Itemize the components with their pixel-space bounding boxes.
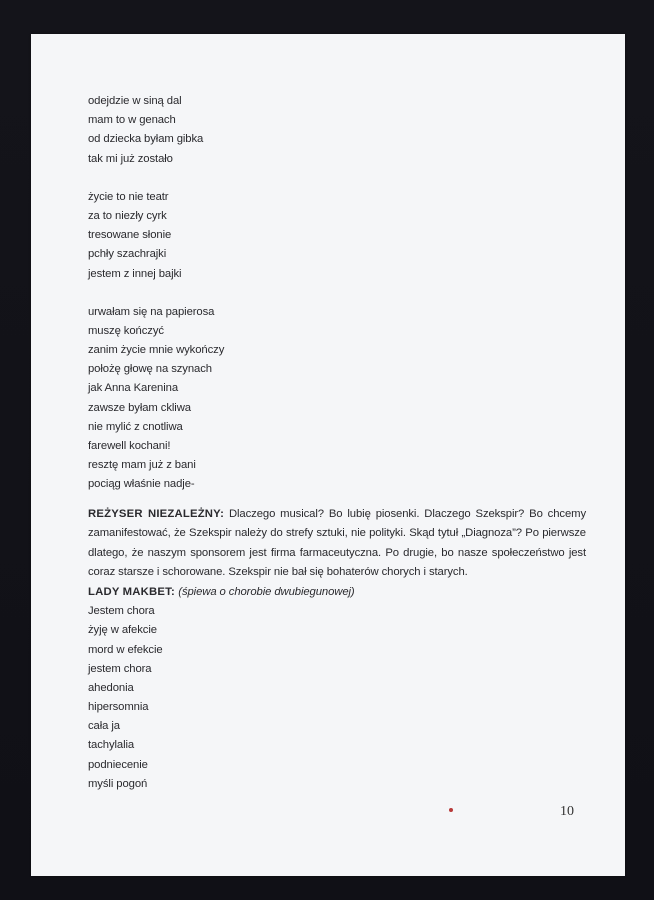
verse-line: tachylalia — [88, 739, 135, 752]
speaker-line — [88, 583, 588, 602]
speaker-name: LADY MAKBET — [88, 585, 171, 598]
verse-line: jestem chora — [88, 662, 152, 675]
stanza-gap — [88, 284, 588, 303]
verse-line: nie mylić z cnotliwa — [88, 420, 183, 433]
speaker-colon: : — [170, 585, 179, 598]
verse-line: pchły szachrajki — [88, 248, 167, 261]
stanza-gap — [88, 169, 588, 188]
speaker-name: REŻYSER NIEZALEŻNY — [88, 507, 221, 520]
verse-line: podniecenie — [88, 758, 148, 771]
verse-line: pociąg właśnie nadje- — [88, 478, 195, 491]
verse-line: odejdzie w siną dal — [88, 95, 182, 107]
speech-text: Dlaczego musical? Bo lubię piosenki. Dlaczego Szekspir? Bo chcemy zamanifestować, że Szekspir należy do strefy sztuki, nie polityki. Skąd tytuł „Diagnoza”? Po pierwsze dlatego, że naszym sponsorem jest firma farmaceutyczna. Po drugie, bo nasze społeczeństwo jest coraz starsze i schorowane. Szekspir nie bał się bohaterów chorych i starych. — [88, 507, 586, 579]
verse-line: tak mi już zostało — [88, 152, 173, 165]
document-page — [31, 34, 625, 876]
verse-line: od dziecka byłam gibka — [88, 133, 204, 146]
lady-makbet-section — [88, 583, 588, 794]
verse-line: ahedonia — [88, 681, 134, 694]
verse-line: resztę mam już z bani — [88, 459, 196, 472]
verse-line: jak Anna Karenina — [88, 382, 178, 395]
stage-direction: (śpiewa o chorobie dwubiegunowej) — [178, 585, 355, 598]
verse-line: położę głowę na szynach — [88, 363, 212, 376]
verse-line: zanim życie mnie wykończy — [88, 344, 225, 357]
ink-dot — [449, 808, 453, 812]
stanza-1 — [88, 92, 588, 169]
verse-line: muszę kończyć — [88, 324, 164, 337]
verse-line: mord w efekcie — [88, 643, 163, 656]
verse-line: mam to w genach — [88, 114, 176, 127]
verse-line: życie to nie teatr — [88, 190, 169, 203]
verse-line: za to niezły cyrk — [88, 209, 167, 222]
verse-line: zawsze byłam ckliwa — [88, 401, 191, 414]
verse-line: Jestem chora — [88, 605, 155, 618]
speaker-colon: : — [220, 507, 225, 520]
verse-line: żyję w afekcie — [88, 624, 157, 637]
stanza-3 — [88, 303, 588, 495]
verse-line: myśli pogoń — [88, 777, 148, 790]
verse-line: hipersomnia — [88, 701, 149, 714]
director-speech — [88, 505, 586, 583]
page-content — [88, 92, 588, 794]
verse-line: urwałam się na papierosa — [88, 305, 215, 318]
verse-line: farewell kochani! — [88, 440, 171, 452]
verse-line: tresowane słonie — [88, 229, 172, 242]
page-number: 10 — [560, 804, 574, 819]
verse-line: jestem z innej bajki — [88, 267, 182, 280]
verse-line: cała ja — [88, 720, 120, 733]
stanza-2 — [88, 188, 588, 284]
